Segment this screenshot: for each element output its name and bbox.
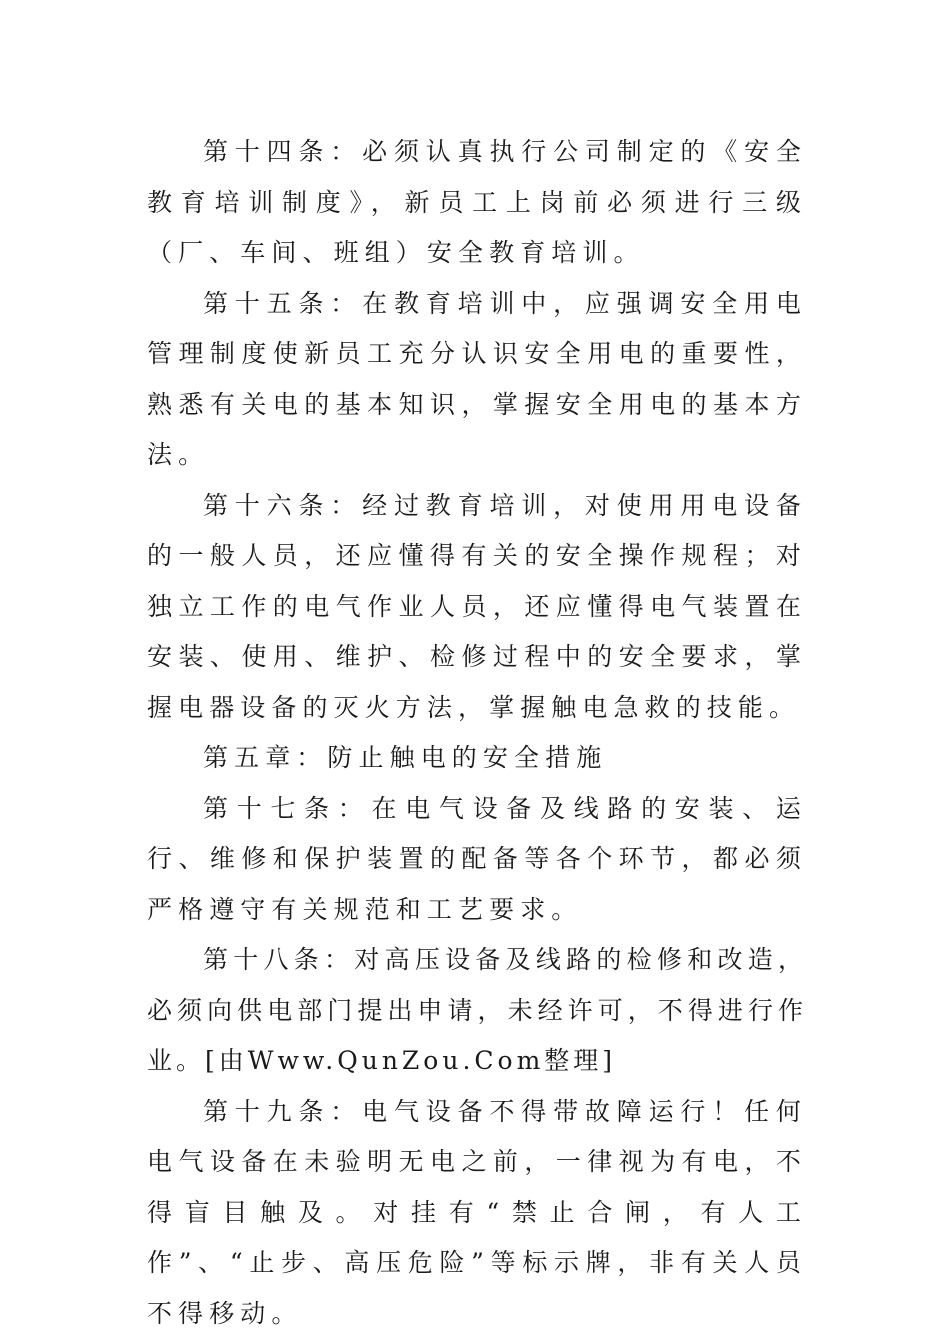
- document-body: [147, 127, 807, 1339]
- article-16-paragraph: 第十六条：经过教育培训，对使用用电设备的一般人员，还应懂得有关的安全操作规程；对独立工作的电气作业人员，还应懂得电气装置在安装、使用、维护、检修过程中的安全要求，掌握电器设备的灭火方法，掌握触电急救的技能。: [147, 490, 807, 722]
- article-15-paragraph: 第十五条：在教育培训中，应强调安全用电管理制度使新员工充分认识安全用电的重要性，熟悉有关电的基本知识，掌握安全用电的基本方法。: [147, 288, 807, 469]
- article-19-paragraph: 第十九条：电气设备不得带故障运行！任何电气设备在未验明无电之前，一律视为有电，不得盲目触及。对挂有“禁止合闸，有人工作”、“止步、高压危险”等标示牌，非有关人员不得移动。: [147, 1096, 807, 1328]
- article-17-paragraph: 第十七条：在电气设备及线路的安装、运行、维修和保护装置的配备等各个环节，都必须严格遵守有关规范和工艺要求。: [147, 793, 807, 924]
- article-14-paragraph: 第十四条：必须认真执行公司制定的《安全教育培训制度》，新员工上岗前必须进行三级（厂、车间、班组）安全教育培训。: [147, 137, 807, 267]
- article-18-paragraph: 第十八条：对高压设备及线路的检修和改造，必须向供电部门提出申请，未经许可，不得进行作业。[由Www.QunZou.Com整理]: [147, 945, 807, 1075]
- chapter-5-heading: 第五章：防止触电的安全措施: [203, 743, 608, 772]
